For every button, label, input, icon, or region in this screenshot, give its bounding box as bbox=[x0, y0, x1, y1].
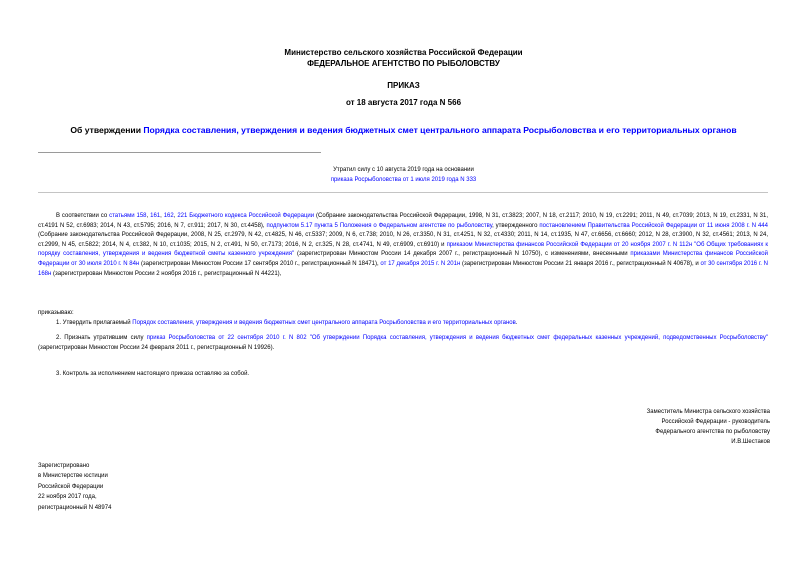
divider-long bbox=[38, 192, 768, 193]
document-type: ПРИКАЗ bbox=[387, 81, 420, 90]
signature-line-1: Заместитель Министра сельского хозяйства bbox=[646, 409, 770, 415]
status-note: Утратил силу с 10 августа 2019 года на основании bbox=[333, 167, 474, 173]
document-date: от 18 августа 2017 года N 566 bbox=[345, 98, 462, 107]
signatory-name: И.В.Шестаков bbox=[731, 439, 770, 445]
signature-line-3: Федерального агентства по рыболовству bbox=[655, 429, 770, 435]
registration-line-1: Зарегистрировано bbox=[38, 463, 90, 469]
basis-link-article-161[interactable]: 161 bbox=[150, 213, 161, 219]
order-item-2 bbox=[38, 334, 768, 353]
status-note-link-line bbox=[0, 176, 807, 184]
registration-block bbox=[38, 461, 238, 513]
subject-link[interactable]: Порядка составления, утверждения и ведения бюджетных смет центрального аппарата Росрыболовства и его территориальных органов bbox=[143, 125, 737, 135]
item1-end: . bbox=[515, 320, 518, 326]
registration-line-3: Российской Федерации bbox=[38, 483, 104, 490]
item1-link[interactable]: Порядок составления, утверждения и ведения бюджетных смет центрального аппарата Росрыболовства и его территориальных органов bbox=[132, 320, 516, 326]
basis-text-4: , bbox=[173, 213, 178, 219]
basis-link-minfin-order-201n[interactable]: от 17 декабря 2015 г. N 201н bbox=[380, 260, 461, 267]
basis-text-1: В соответствии со bbox=[56, 213, 110, 219]
subject-prefix: Об утверждении bbox=[70, 125, 144, 135]
basis-link-regulation[interactable]: подпунктом 5.17 пункта 5 Положения о Федеральном агентстве по рыболовству bbox=[266, 222, 493, 229]
basis-text-6: , утвержденного bbox=[492, 222, 540, 229]
signature-block bbox=[580, 407, 770, 447]
basis-link-minfin-order-84n[interactable]: приказами Министерства финансов Российской Федерации от 30 июля 2010 г. N 84н bbox=[38, 251, 768, 267]
order-item-3: 3. Контроль за исполнением настоящего приказа оставляю за собой. bbox=[56, 371, 250, 377]
basis-link-budget-code[interactable]: 221 Бюджетного кодекса Российской Федерации bbox=[177, 213, 315, 219]
item1-text: 1. Утвердить прилагаемый bbox=[56, 320, 133, 326]
basis-link-article-162[interactable]: 162 bbox=[163, 213, 174, 219]
item2-end: (зарегистрирован Минюстом России 24 февраля 2011 г., регистрационный N 19926). bbox=[38, 344, 275, 351]
order-item-1 bbox=[38, 319, 768, 329]
signature-line-2: Российской Федерации - руководитель bbox=[661, 419, 770, 425]
item2-link[interactable]: приказ Росрыболовства от 22 сентября 2010 г. N 802 "Об утверждении Порядка составления, утверждения и ведения бюджетных смет федеральных казенных учреждений, подведомственных Росрыболовству" bbox=[146, 335, 768, 341]
registration-line-2: в Министерстве юстиции bbox=[38, 473, 108, 480]
basis-text-5: (Собрание законодательства Российской Федерации, 1998, N 31, ст.3823; 2007, N 18, ст.2117; 2010, N 19, ст.2291; 2011, N 49, ст.7039; 2013, N 19, ст.2331, N 31, ст.4191 N 52, ст.6983; 2014, N 43, ст.5795; 2016, N 7, ст.911; 2017, N 30, ст.4458), bbox=[38, 213, 768, 229]
agency-name: ФЕДЕРАЛЬНОЕ АГЕНТСТВО ПО РЫБОЛОВСТВУ bbox=[307, 59, 500, 68]
basis-link-government-decree[interactable]: постановлением Правительства Российской Федерации от 11 июня 2008 г. N 444 bbox=[539, 222, 768, 229]
basis-link-minfin-order-112n[interactable]: приказом Министерства финансов Российской Федерации от 20 ноября 2007 г. N 112н "Об Общих требованиях к порядку составления, утверждения и ведения бюджетной сметы казенного учреждения" bbox=[38, 241, 768, 258]
order-intro: приказываю: bbox=[38, 310, 74, 316]
basis-text-8: (зарегистрирован Минюстом России 14 декабря 2007 г., регистрационный N 10750), с изменениями, внесенными bbox=[294, 251, 631, 258]
basis-text-10: (зарегистрирован Минюстом России 21 января 2016 г., регистрационный N 40678), и bbox=[460, 260, 701, 267]
document-subject bbox=[0, 125, 807, 135]
registration-date: 22 ноября 2017 года, bbox=[38, 494, 97, 501]
divider-short bbox=[38, 152, 321, 153]
basis-link-article-158[interactable]: статьями 158 bbox=[109, 213, 147, 219]
status-link[interactable]: приказа Росрыболовства от 1 июля 2019 года N 333 bbox=[330, 177, 477, 183]
basis-paragraph bbox=[38, 212, 768, 279]
basis-link-minfin-order-168n[interactable]: от 30 сентября 2016 г. N 168н bbox=[38, 260, 768, 277]
item2-text: 2. Признать утратившим силу bbox=[56, 335, 147, 341]
registration-number: регистрационный N 48974 bbox=[38, 504, 112, 511]
basis-text-2: , bbox=[146, 213, 151, 219]
basis-text-3: , bbox=[160, 213, 164, 219]
basis-text-11: (зарегистрирован Минюстом России 2 ноября 2016 г., регистрационный N 44221), bbox=[51, 270, 282, 277]
basis-text-7: (Собрание законодательства Российской Федерации, 2008, N 25, ст.2979, N 42, ст.4825, N 46, ст.5337; 2009, N 6, ст.738; 2010, N 26, ст.3350, N 31, ст.4251, N 32, ст.4330; 2011, N 14, ст.1935, N 47, ст.6656, ст.6660; 2012, N 28, ст.3900, N 32, ст.4561; 2013, N 24, ст.2999, N 45, ст.5822; 2014, N 4, ст.382, N 10, ст.1035; 2015, N 2, ст.491, N 50, ст.7173; 2016, N 2, ст.325, N 28, ст.4741, N 49, ст.6909, ст.6910) и bbox=[38, 232, 768, 248]
basis-text-9: (зарегистрирован Минюстом России 17 сентября 2010 г., регистрационный N 18471), bbox=[139, 260, 381, 267]
ministry-name: Министерство сельского хозяйства Российской Федерации bbox=[284, 48, 523, 57]
